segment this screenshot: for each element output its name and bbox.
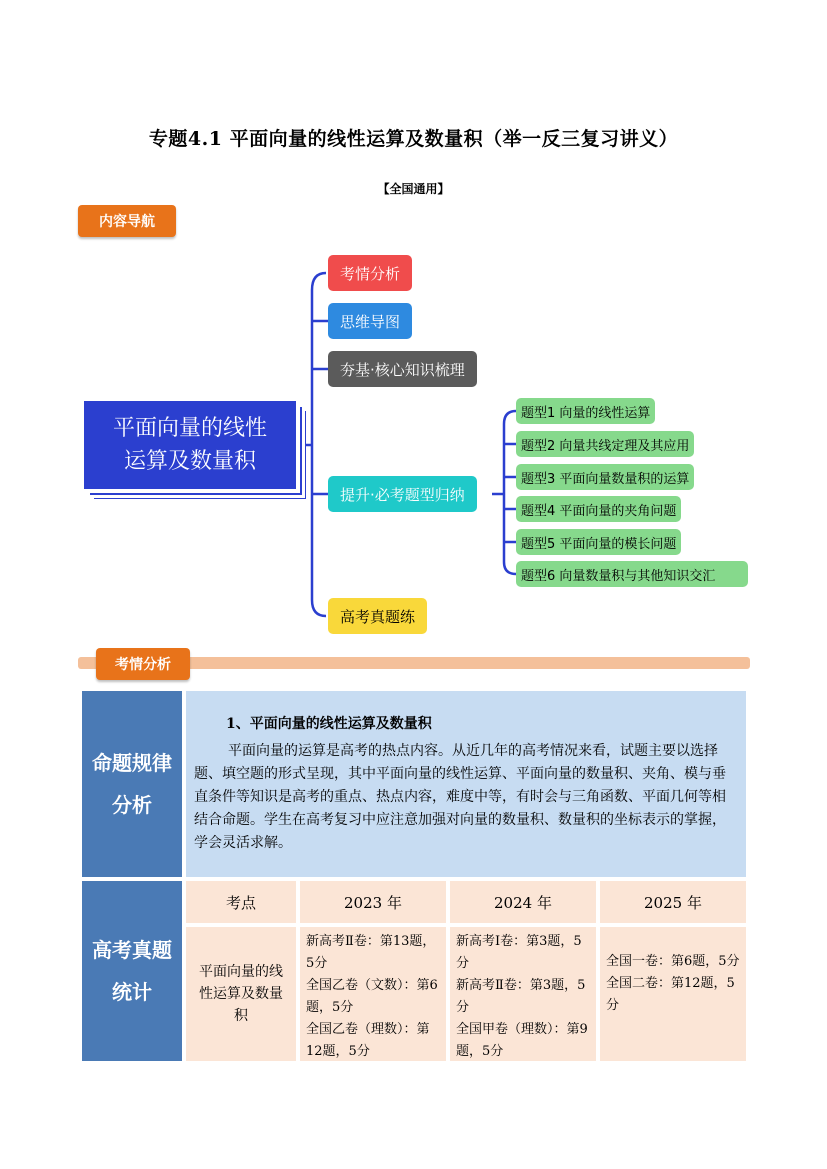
nav-node-tisheng[interactable]: 提升·必考题型归纳	[328, 476, 477, 512]
nav-leaf-type5[interactable]: 题型5 平面向量的模长问题	[516, 529, 681, 555]
stats-2024-entry: 新高考Ⅱ卷：第3题，5分	[456, 978, 586, 1015]
stats-2024-entry: 新高考Ⅰ卷：第3题，5分	[456, 934, 582, 971]
stats-2025-cell	[600, 927, 746, 1061]
connector-leaf-trunk	[504, 411, 516, 574]
col-header-2023: 2023 年	[300, 881, 446, 923]
stats-topic-cell: 平面向量的线性运算及数量积	[186, 927, 296, 1061]
page-subtitle: 【全国通用】	[377, 182, 450, 196]
analysis-content	[186, 691, 746, 877]
stats-2025-entry: 全国二卷：第12题，5分	[606, 976, 735, 1013]
nav-node-siwei[interactable]: 思维导图	[328, 303, 412, 339]
analysis-paragraph: 平面向量的运算是高考的热点内容。从近几年的高考情况来看，试题主要以选择题、填空题的形式呈现，其中平面向量的线性运算、平面向量的数量积、夹角、模与垂直条件等知识是高考的重点、热点内容，难度中等，有时会与三角函数、平面几何等相结合命题。学生在高考复习中应注意加强对向量的数量积、数量积的坐标表示的掌握，学会灵活求解。	[194, 743, 726, 851]
nav-leaf-type3[interactable]: 题型3 平面向量数量积的运算	[516, 464, 694, 490]
col-header-2025: 2025 年	[600, 881, 746, 923]
stats-2023-entry: 全国乙卷（理数）：第12题，5分	[306, 1022, 430, 1059]
stats-2024-entry: 全国甲卷（理数）：第9题，5分	[456, 1022, 588, 1059]
section-badge-kaoqing: 考情分析	[96, 648, 190, 680]
connector-trunk	[312, 273, 326, 616]
row-label-stats: 高考真题统计	[82, 881, 182, 1061]
mindmap-center-node: 平面向量的线性运算及数量积	[84, 401, 296, 489]
content-nav-badge: 内容导航	[78, 205, 176, 237]
nav-leaf-type4[interactable]: 题型4 平面向量的夹角问题	[516, 496, 681, 522]
col-header-2024: 2024 年	[450, 881, 596, 923]
row-label-analysis: 命题规律分析	[82, 691, 182, 877]
stats-2023-entry: 全国乙卷（文数）：第6题，5分	[306, 978, 438, 1015]
nav-leaf-type6[interactable]: 题型6 向量数量积与其他知识交汇	[516, 561, 748, 587]
analysis-heading: 1、平面向量的线性运算及数量积	[226, 716, 432, 732]
stats-2023-cell	[300, 927, 446, 1061]
stats-2023-entry: 新高考Ⅱ卷：第13题，5分	[306, 934, 436, 971]
col-header-topic: 考点	[186, 881, 296, 923]
nav-leaf-type1[interactable]: 题型1 向量的线性运算	[516, 398, 655, 424]
nav-node-gaokao[interactable]: 高考真题练	[328, 598, 427, 634]
stats-2024-cell	[450, 927, 596, 1061]
nav-node-hangji[interactable]: 夯基·核心知识梳理	[328, 351, 477, 387]
page-title: 专题4.1 平面向量的线性运算及数量积（举一反三复习讲义）	[148, 128, 679, 150]
nav-node-kaoqing[interactable]: 考情分析	[328, 255, 412, 291]
nav-leaf-type2[interactable]: 题型2 向量共线定理及其应用	[516, 431, 694, 457]
stats-2025-entry: 全国一卷：第6题，5分	[606, 954, 740, 969]
